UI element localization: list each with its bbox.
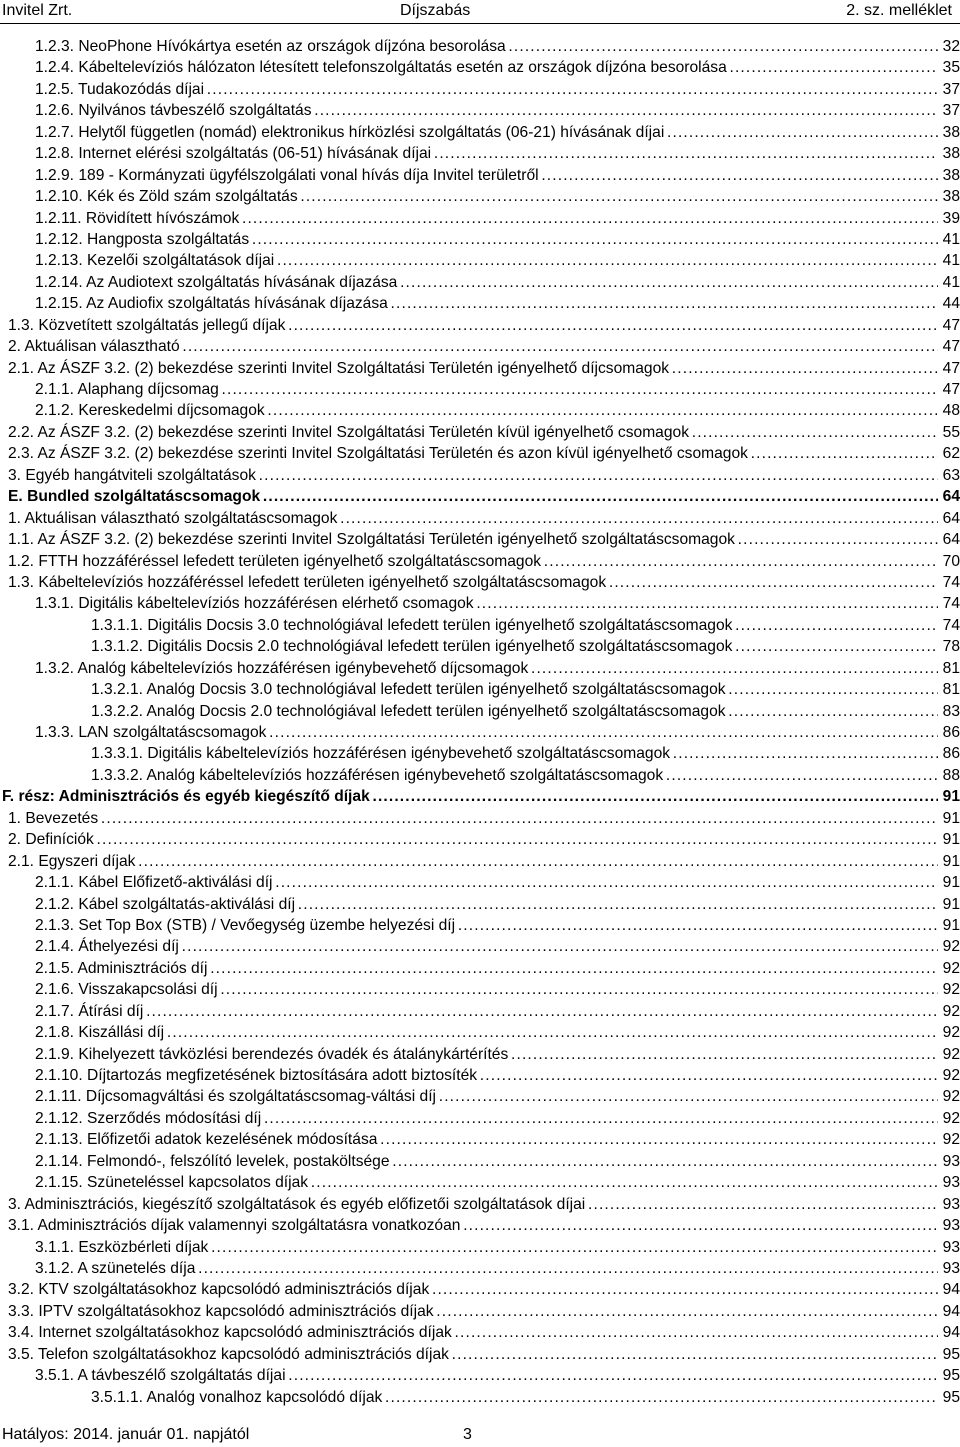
- toc-entry[interactable]: [0, 615, 960, 636]
- header-appendix: 2. sz. melléklet: [846, 2, 952, 19]
- toc-entry-title: 2.1.1. Kábel Előfizető-aktiválási díj . . .: [35, 872, 938, 893]
- toc-entry[interactable]: [0, 358, 960, 379]
- toc-entry[interactable]: [0, 122, 960, 143]
- toc-entry-page: 38: [942, 123, 960, 141]
- toc-entry-page: 81: [942, 659, 960, 677]
- toc-entry-page: 93: [942, 1238, 960, 1256]
- toc-entry[interactable]: [0, 186, 960, 207]
- toc-entry-title: 1.2.8. Internet elérési szolgáltatás (06-51) hívásának díjai . . .: [35, 143, 938, 164]
- toc-entry-title: 3.4. Internet szolgáltatásokhoz kapcsolódó adminisztrációs díjak . . .: [8, 1322, 938, 1343]
- toc-entry-page: 88: [942, 766, 960, 784]
- toc-entry[interactable]: [0, 250, 960, 271]
- toc-entry-page: 95: [942, 1345, 960, 1363]
- toc-entry-title: 1. Bevezetés . . .: [8, 808, 938, 829]
- page-footer: [0, 1422, 960, 1446]
- toc-entry[interactable]: [0, 872, 960, 893]
- toc-entry-page: 55: [942, 423, 960, 441]
- toc-entry-page: 93: [942, 1195, 960, 1213]
- toc-entry-page: 83: [942, 702, 960, 720]
- toc-entry-title: 1.2.5. Tudakozódás díjai . . .: [35, 79, 938, 100]
- toc-entry-title: 2.1.11. Díjcsomagváltási és szolgáltatáscsomag-váltási díj . . .: [35, 1086, 938, 1107]
- toc-entry[interactable]: [0, 894, 960, 915]
- toc-entry[interactable]: [0, 551, 960, 572]
- toc-entry-title: 2.2. Az ÁSZF 3.2. (2) bekezdése szerinti Invitel Szolgáltatási Területén kívül igényelhető csomagok . . .: [8, 422, 938, 443]
- toc-entry[interactable]: [0, 572, 960, 593]
- toc-entry-title: 3. Egyéb hangátviteli szolgáltatások . . .: [8, 465, 938, 486]
- header-title: Díjszabás: [400, 2, 471, 19]
- toc-entry-title: 3.1. Adminisztrációs díjak valamennyi szolgáltatásra vonatkozóan . . .: [8, 1215, 938, 1236]
- toc-entry-page: 47: [942, 338, 960, 356]
- toc-entry[interactable]: [0, 1001, 960, 1022]
- toc-entry[interactable]: [0, 1344, 960, 1365]
- toc-entry[interactable]: [0, 1258, 960, 1279]
- toc-entry-title: 1.2.4. Kábeltelevíziós hálózaton létesített telefonszolgáltatás esetén az országok díjzóna besorolása . . .: [35, 57, 938, 78]
- toc-entry-page: 47: [942, 381, 960, 398]
- toc-entry-title: 1.3.2.2. Analóg Docsis 2.0 technológiával lefedett terülen igényelhető szolgáltatáscsomagok . . .: [91, 701, 938, 722]
- toc-entry-title: 1.2.13. Kezelői szolgáltatások díjai . . .: [35, 250, 938, 271]
- toc-entry[interactable]: [0, 272, 960, 293]
- toc-entry-title: 2. Definíciók . . .: [8, 829, 938, 850]
- toc-entry[interactable]: [0, 1215, 960, 1236]
- toc-entry[interactable]: [0, 679, 960, 700]
- toc-entry-page: 93: [942, 1217, 960, 1235]
- toc-entry-title: 1.2.14. Az Audiotext szolgáltatás hívásának díjazása . . .: [35, 272, 938, 293]
- toc-entry-title: E. Bundled szolgáltatáscsomagok . . .: [8, 486, 938, 507]
- toc-entry-title: 2.1.10. Díjtartozás megfizetésének biztosítására adott biztosíték . . .: [35, 1065, 938, 1086]
- toc-entry-title: 1.3.3.2. Analóg kábeltelevíziós hozzáférésen igénybevehető szolgáltatáscsomagok . . .: [91, 765, 938, 786]
- toc-entry[interactable]: [0, 529, 960, 550]
- toc-entry-page: 92: [942, 1002, 960, 1020]
- toc-entry[interactable]: [0, 851, 960, 872]
- toc-entry[interactable]: [0, 701, 960, 722]
- toc-entry-page: 41: [942, 252, 960, 270]
- toc-entry-title: 3.5.1. A távbeszélő szolgáltatás díjai . . .: [35, 1365, 938, 1386]
- toc-entry-title: 1.2.6. Nyilvános távbeszélő szolgáltatás . . .: [35, 100, 938, 121]
- toc-entry-page: 92: [942, 1109, 960, 1127]
- toc-entry-page: 47: [942, 359, 960, 377]
- toc-entry[interactable]: [0, 293, 960, 314]
- toc-entry-title: 2.1.13. Előfizetői adatok kezelésének módosítása . . .: [35, 1129, 938, 1150]
- toc-entry-title: 2.1.6. Visszakapcsolási díj . . .: [35, 979, 938, 1000]
- toc-entry[interactable]: [0, 1086, 960, 1107]
- toc-entry[interactable]: [0, 315, 960, 336]
- toc-entry-title: 1.2.11. Rövidített hívószámok . . .: [35, 208, 938, 229]
- toc-entry-page: 44: [942, 295, 960, 313]
- toc-entry-title: 3.5.1.1. Analóg vonalhoz kapcsolódó díjak . . .: [91, 1387, 938, 1408]
- toc-entry-page: 92: [942, 1088, 960, 1106]
- toc-entry-title: 1. Aktuálisan választható szolgáltatáscsomagok . . .: [8, 508, 938, 529]
- toc-entry-page: 93: [942, 1259, 960, 1277]
- toc-entry-page: 39: [942, 209, 960, 227]
- toc-entry-title: 2.1.3. Set Top Box (STB) / Vevőegység üzembe helyezési díj . . .: [35, 915, 938, 936]
- toc-entry[interactable]: [0, 400, 960, 421]
- toc-entry[interactable]: [0, 1322, 960, 1343]
- toc-entry-title: 1.2.15. Az Audiofix szolgáltatás hívásának díjazása . . .: [35, 293, 938, 314]
- toc-entry-page: 93: [942, 1174, 960, 1192]
- toc-entry[interactable]: [0, 422, 960, 443]
- toc-entry-title: 2.1.7. Átírási díj . . .: [35, 1001, 938, 1022]
- toc-entry[interactable]: [0, 143, 960, 164]
- toc-entry-title: 2.1.1. Alaphang díjcsomag . . .: [35, 379, 938, 400]
- toc-entry-page: 38: [942, 188, 960, 206]
- toc-entry-title: 1.2.12. Hangposta szolgáltatás . . .: [35, 229, 938, 250]
- toc-entry-title: 1.3.2.1. Analóg Docsis 3.0 technológiával lefedett terülen igényelhető szolgáltatáscsomagok . . .: [91, 679, 938, 700]
- toc-entry[interactable]: [0, 1065, 960, 1086]
- toc-entry-title: 3.2. KTV szolgáltatásokhoz kapcsolódó adminisztrációs díjak . . .: [8, 1279, 938, 1300]
- toc-entry[interactable]: [0, 786, 960, 807]
- toc-entry[interactable]: [0, 36, 960, 57]
- toc-entry[interactable]: [0, 100, 960, 121]
- toc-entry-title: 3. Adminisztrációs, kiegészítő szolgáltatások és egyéb előfizetői szolgáltatások díjai . . .: [8, 1194, 938, 1215]
- toc-entry-title: 1.2. FTTH hozzáféréssel lefedett területen igényelhető szolgáltatáscsomagok . . .: [8, 551, 938, 572]
- toc-entry[interactable]: [0, 593, 960, 614]
- toc-entry[interactable]: [0, 1151, 960, 1172]
- toc-entry[interactable]: [0, 743, 960, 764]
- toc-entry[interactable]: [0, 465, 960, 486]
- toc-entry-page: 74: [942, 573, 960, 591]
- toc-entry-page: 63: [942, 466, 960, 484]
- toc-entry-title: 3.1.1. Eszközbérleti díjak . . .: [35, 1237, 938, 1258]
- toc-entry-page: 92: [942, 1045, 960, 1063]
- toc-entry[interactable]: [0, 229, 960, 250]
- toc-entry-page: 94: [942, 1324, 960, 1342]
- toc-entry-title: 1.3.2. Analóg kábeltelevíziós hozzáférésen igénybevehető díjcsomagok . . .: [35, 658, 938, 679]
- page-header: [0, 0, 960, 24]
- toc-entry-title: 1.3.1.2. Digitális Docsis 2.0 technológiával lefedett terülen igényelhető szolgáltatáscsomagok . . .: [91, 636, 938, 657]
- toc-entry-page: 94: [942, 1302, 960, 1320]
- toc-entry-page: 91: [942, 831, 960, 849]
- toc-entry-page: 91: [942, 874, 960, 892]
- toc-entry-page: 95: [942, 1388, 960, 1406]
- toc-entry[interactable]: [0, 915, 960, 936]
- toc-entry-title: 1.2.9. 189 - Kormányzati ügyfélszolgálati vonal hívás díja Invitel területről . . .: [35, 165, 938, 186]
- toc-entry-page: 48: [942, 402, 960, 420]
- toc-entry-page: 91: [942, 788, 960, 806]
- toc-entry[interactable]: [0, 958, 960, 979]
- toc-entry[interactable]: [0, 1279, 960, 1300]
- toc-entry-title: 2.1.12. Szerződés módosítási díj . . .: [35, 1108, 938, 1129]
- toc-entry[interactable]: [0, 165, 960, 186]
- toc-entry-title: 2.1.9. Kihelyezett távközlési berendezés óvadék és átalánykártérítés . . .: [35, 1044, 938, 1065]
- toc-entry-title: 2.1. Az ÁSZF 3.2. (2) bekezdése szerinti Invitel Szolgáltatási Területén igényelhető díjcsomagok . . .: [8, 358, 938, 379]
- table-of-contents: [0, 36, 960, 1408]
- toc-entry[interactable]: [0, 336, 960, 357]
- toc-entry[interactable]: [0, 636, 960, 657]
- toc-entry-page: 86: [942, 724, 960, 741]
- header-company: Invitel Zrt.: [2, 2, 73, 19]
- toc-entry[interactable]: [0, 1237, 960, 1258]
- toc-entry[interactable]: [0, 765, 960, 786]
- toc-entry-title: 1.2.7. Helytől független (nomád) elektronikus hírközlési szolgáltatás (06-21) hívásának díjai . . .: [35, 122, 938, 143]
- toc-entry-title: 2.1.8. Kiszállási díj . . .: [35, 1022, 938, 1043]
- footer-effective-date: Hatályos: 2014. január 01. napjától: [2, 1426, 250, 1443]
- toc-entry-title: 1.3.3.1. Digitális kábeltelevíziós hozzáférésen igénybevehető szolgáltatáscsomagok . . .: [91, 743, 938, 764]
- toc-entry-title: 1.3.1. Digitális kábeltelevíziós hozzáférésen elérhető csomagok . . .: [35, 593, 938, 614]
- toc-entry-page: 64: [942, 531, 960, 549]
- toc-entry-page: 35: [942, 59, 960, 77]
- toc-entry-title: 2.1.14. Felmondó-, felszólító levelek, postaköltsége . . .: [35, 1151, 938, 1172]
- toc-entry[interactable]: [0, 1194, 960, 1215]
- toc-entry[interactable]: [0, 1301, 960, 1322]
- toc-entry-page: 32: [942, 38, 960, 55]
- toc-entry-page: 91: [942, 809, 960, 827]
- toc-entry[interactable]: [0, 1387, 960, 1408]
- toc-entry-page: 74: [942, 595, 960, 613]
- toc-entry-page: 93: [942, 1152, 960, 1170]
- toc-entry-title: 1.3.3. LAN szolgáltatáscsomagok . . .: [35, 722, 938, 743]
- toc-entry-title: 1.1. Az ÁSZF 3.2. (2) bekezdése szerinti Invitel Szolgáltatási Területén igényelhető szolgáltatáscsomagok . . .: [8, 529, 938, 550]
- toc-entry-page: 38: [942, 145, 960, 163]
- footer-page-number: 3: [463, 1426, 472, 1443]
- toc-entry[interactable]: [0, 508, 960, 529]
- toc-entry-title: 1.3. Kábeltelevíziós hozzáféréssel lefedett területen igényelhető szolgáltatáscsomagok . . .: [8, 572, 938, 593]
- toc-entry-page: 41: [942, 230, 960, 248]
- toc-entry[interactable]: [0, 658, 960, 679]
- toc-entry-page: 91: [942, 916, 960, 934]
- toc-entry-page: 92: [942, 1024, 960, 1042]
- toc-entry-title: 3.5. Telefon szolgáltatásokhoz kapcsolódó adminisztrációs díjak . . .: [8, 1344, 938, 1365]
- toc-entry-page: 70: [942, 552, 960, 570]
- toc-entry-page: 86: [942, 745, 960, 763]
- toc-entry-page: 64: [942, 488, 960, 506]
- toc-entry[interactable]: [0, 443, 960, 464]
- toc-entry-page: 92: [942, 981, 960, 999]
- toc-entry-page: 64: [942, 509, 960, 527]
- toc-entry[interactable]: [0, 1172, 960, 1193]
- toc-entry-page: 92: [942, 1131, 960, 1149]
- toc-entry-title: 3.3. IPTV szolgáltatásokhoz kapcsolódó adminisztrációs díjak . . .: [8, 1301, 938, 1322]
- toc-entry-title: F. rész: Adminisztrációs és egyéb kiegészítő díjak . . .: [2, 786, 938, 807]
- toc-entry[interactable]: [0, 829, 960, 850]
- toc-entry-page: 41: [942, 273, 960, 291]
- toc-entry-title: 1.2.10. Kék és Zöld szám szolgáltatás . . .: [35, 186, 938, 207]
- toc-entry-page: 92: [942, 1067, 960, 1084]
- toc-entry[interactable]: [0, 808, 960, 829]
- toc-entry-title: 2. Aktuálisan választható . . .: [8, 336, 938, 357]
- toc-entry[interactable]: [0, 1022, 960, 1043]
- header-rule: [0, 23, 960, 24]
- toc-entry[interactable]: [0, 722, 960, 743]
- toc-entry-title: 3.1.2. A szünetelés díja . . .: [35, 1258, 938, 1279]
- toc-entry-page: 37: [942, 102, 960, 120]
- toc-entry[interactable]: [0, 979, 960, 1000]
- toc-entry-title: 2.1.2. Kábel szolgáltatás-aktiválási díj . . .: [35, 894, 938, 915]
- toc-entry-page: 94: [942, 1281, 960, 1299]
- toc-entry[interactable]: [0, 936, 960, 957]
- toc-entry[interactable]: [0, 379, 960, 400]
- toc-entry-page: 78: [942, 638, 960, 656]
- toc-entry-title: 2.1.5. Adminisztrációs díj . . .: [35, 958, 938, 979]
- toc-entry[interactable]: [0, 1108, 960, 1129]
- toc-entry-page: 38: [942, 166, 960, 184]
- toc-entry-page: 91: [942, 852, 960, 870]
- toc-entry[interactable]: [0, 1129, 960, 1150]
- toc-entry-page: 37: [942, 80, 960, 98]
- toc-entry[interactable]: [0, 208, 960, 229]
- toc-entry-page: 91: [942, 895, 960, 913]
- toc-entry[interactable]: [0, 486, 960, 507]
- toc-entry-page: 47: [942, 316, 960, 334]
- toc-entry-title: 2.1. Egyszeri díjak . . .: [8, 851, 938, 872]
- toc-entry-page: 74: [942, 616, 960, 634]
- toc-entry-title: 1.2.3. NeoPhone Hívókártya esetén az országok díjzóna besorolása . . .: [35, 36, 938, 57]
- toc-entry-title: 2.3. Az ÁSZF 3.2. (2) bekezdése szerinti Invitel Szolgáltatási Területén és azon kívül igényelhető csomagok . . .: [8, 443, 938, 464]
- toc-entry-page: 81: [942, 681, 960, 699]
- toc-entry[interactable]: [0, 79, 960, 100]
- toc-entry-page: 95: [942, 1367, 960, 1385]
- toc-entry-title: 1.3.1.1. Digitális Docsis 3.0 technológiával lefedett terülen igényelhető szolgáltatáscsomagok . . .: [91, 615, 938, 636]
- toc-entry[interactable]: [0, 1044, 960, 1065]
- toc-entry-page: 92: [942, 938, 960, 956]
- toc-entry-title: 1.3. Közvetített szolgáltatás jellegű díjak . . .: [8, 315, 938, 336]
- toc-entry[interactable]: [0, 1365, 960, 1386]
- toc-entry-page: 92: [942, 959, 960, 977]
- toc-entry[interactable]: [0, 57, 960, 78]
- toc-entry-title: 2.1.15. Szüneteléssel kapcsolatos díjak . . .: [35, 1172, 938, 1193]
- toc-entry-page: 62: [942, 445, 960, 463]
- toc-entry-title: 2.1.4. Áthelyezési díj . . .: [35, 936, 938, 957]
- toc-entry-title: 2.1.2. Kereskedelmi díjcsomagok . . .: [35, 400, 938, 421]
